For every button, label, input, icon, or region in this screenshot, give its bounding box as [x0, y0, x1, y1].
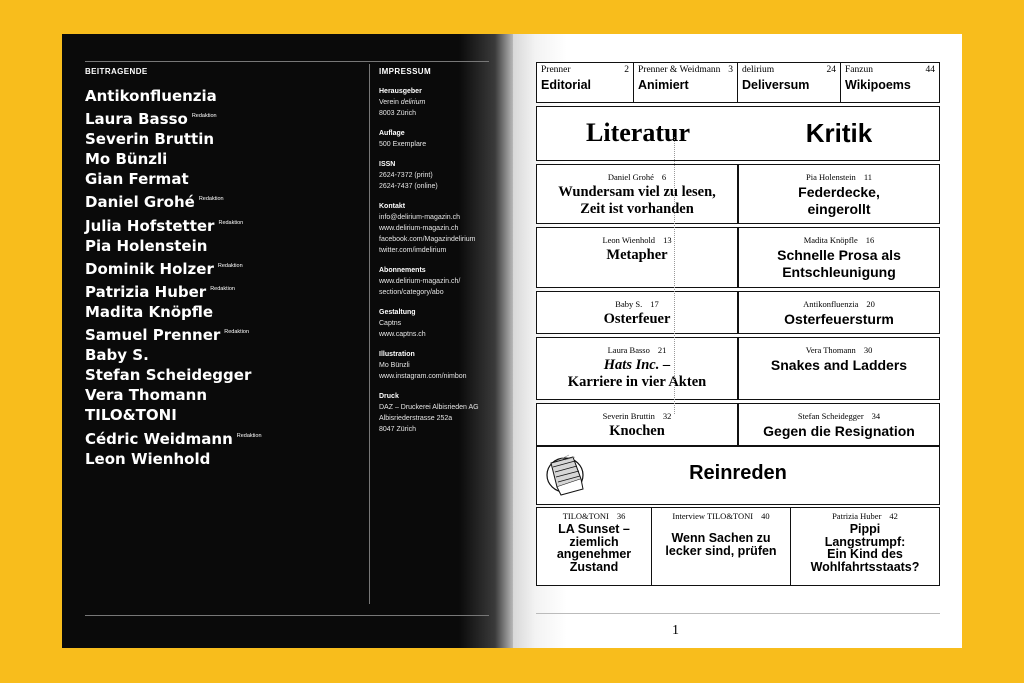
- impressum-line[interactable]: [379, 223, 509, 234]
- entry-byline: [537, 235, 737, 245]
- entry-title: Gegen die Resignation: [763, 423, 915, 439]
- entry-title-line: angenehmer: [556, 547, 632, 561]
- contributor-name: [85, 385, 262, 405]
- toc-title: Animiert: [638, 78, 689, 92]
- impressum-line: [379, 139, 509, 150]
- entry-author: Vera Thomann: [805, 345, 856, 355]
- contributors-list: [85, 86, 262, 469]
- redaktion-tag: Redaktion: [198, 196, 224, 203]
- entry-byline: [537, 172, 737, 182]
- impressum-line: [379, 413, 509, 424]
- entry-title-line: ziemlich: [569, 534, 619, 549]
- impressum-heading: Abonnements: [379, 267, 426, 274]
- contributor-name: [85, 345, 262, 365]
- toc-author: Prenner & Weidmann: [638, 65, 721, 75]
- contributor-label: Mo Bünzli: [85, 150, 168, 169]
- entry-author: Interview TILO&TONI: [672, 511, 754, 521]
- contributor-label: Gian Fermat: [85, 170, 189, 189]
- column-divider: [369, 64, 370, 604]
- entry-author: Antikonfluenzia: [803, 299, 859, 309]
- magazine-spread: [62, 34, 962, 648]
- impressum-line[interactable]: [379, 234, 509, 245]
- impressum-line: [379, 318, 509, 329]
- impressum-heading: Auflage: [379, 130, 405, 137]
- impressum-heading: Illustration: [379, 351, 415, 358]
- literatur-entry[interactable]: [536, 291, 738, 334]
- toc-author: delirium: [742, 65, 775, 75]
- literatur-entry[interactable]: [536, 164, 738, 224]
- impressum-line-text: www.captns.ch: [379, 331, 426, 338]
- redaktion-tag: Redaktion: [217, 262, 243, 269]
- reinreden-row: [536, 507, 940, 586]
- toc-title: Deliversum: [742, 78, 810, 92]
- reinreden-entry[interactable]: [652, 508, 791, 585]
- impressum-line[interactable]: [379, 329, 509, 340]
- impressum-line-text: 2624-7437 (online): [379, 183, 438, 190]
- literatur-entry[interactable]: [536, 337, 738, 400]
- impressum-heading: Herausgeber: [379, 88, 422, 95]
- impressum-line-text: Mo Bünzli: [379, 362, 410, 369]
- contributor-name: [85, 405, 262, 425]
- entry-byline: [537, 511, 651, 521]
- contributor-name: [85, 279, 262, 302]
- entry-author: Laura Basso: [607, 345, 650, 355]
- toc-entry[interactable]: [537, 63, 634, 103]
- column-dotted-divider: [674, 137, 675, 414]
- entry-byline: [537, 345, 737, 355]
- contributor-label: Pia Holenstein: [85, 236, 208, 255]
- entry-page: 17: [650, 299, 659, 309]
- kritik-entry[interactable]: [738, 337, 940, 400]
- impressum-block: [379, 307, 509, 340]
- entry-author: Leon Wienhold: [602, 235, 656, 245]
- section-title-literatur: Literatur: [586, 118, 690, 147]
- impressum-line-text: www.delirium-magazin.ch: [379, 225, 459, 232]
- impressum-block: [379, 201, 509, 256]
- entry-title: Osterfeuersturm: [784, 311, 894, 327]
- impressum-heading: ISSN: [379, 161, 396, 168]
- impressum-line-text: 2624-7372 (print): [379, 172, 433, 179]
- contributors-heading: BEITRAGENDE: [85, 67, 148, 76]
- entry-title: Zeit ist vorhanden: [580, 201, 694, 217]
- impressum-line: [379, 97, 509, 108]
- entry-title: Entschleunigung: [782, 264, 896, 280]
- impressum-line-text: www.delirium-magazin.ch/: [379, 278, 461, 285]
- entry-page: 20: [866, 299, 875, 309]
- contributor-name: [85, 149, 262, 169]
- contributor-label: Samuel Prenner: [85, 326, 221, 345]
- impressum-block: [379, 391, 509, 435]
- entry-byline: [739, 172, 939, 182]
- contributor-name: [85, 236, 262, 256]
- entry-author: Madita Knöpfle: [803, 235, 858, 245]
- toc-title: Editorial: [541, 78, 592, 92]
- toc-entry[interactable]: [634, 63, 738, 103]
- contributor-name: [85, 322, 262, 345]
- entry-page: 34: [871, 411, 881, 421]
- literatur-entry[interactable]: [536, 403, 738, 446]
- entry-title-line: LA Sunset –: [558, 522, 630, 536]
- contributor-name: [85, 302, 262, 322]
- redaktion-tag: Redaktion: [224, 329, 250, 336]
- entry-page: 32: [662, 411, 672, 421]
- impressum-line-text: section/category/abo: [379, 289, 444, 296]
- contributor-label: TILO&TONI: [85, 406, 177, 425]
- top-rule: [85, 61, 489, 62]
- entry-page: 21: [657, 345, 667, 355]
- entry-page: 40: [761, 511, 770, 521]
- contributor-label: Leon Wienhold: [85, 449, 211, 468]
- toc-page: 24: [826, 65, 836, 75]
- entry-title: Hats Inc. –: [603, 357, 671, 373]
- entry-title: Karriere in vier Akten: [567, 374, 707, 390]
- top-toc-row: [536, 62, 940, 103]
- redaktion-tag: Redaktion: [218, 219, 244, 226]
- impressum-line-text: Captns: [379, 320, 402, 327]
- entry-title: Knochen: [609, 423, 665, 439]
- entry-title-line: Zustand: [569, 559, 619, 574]
- contributor-name: [85, 86, 262, 106]
- entry-author: Severin Bruttin: [602, 411, 655, 421]
- contributor-name: [85, 106, 262, 129]
- entry-page: 6: [661, 172, 667, 182]
- entry-title: eingerollt: [807, 201, 871, 217]
- impressum-line-text: www.instagram.com/nimbon: [379, 373, 467, 380]
- kritik-entry[interactable]: [738, 227, 940, 288]
- impressum-heading: Kontakt: [379, 203, 406, 210]
- section-title-kritik: Kritik: [805, 118, 873, 148]
- section-title-reinreden: Reinreden: [689, 462, 787, 484]
- toc-page: 2: [624, 65, 629, 75]
- impressum-line: [379, 181, 509, 192]
- literatur-header-box: [536, 106, 738, 161]
- entry-page: 42: [889, 511, 898, 521]
- contributor-label: Antikonfluenzia: [85, 87, 217, 105]
- right-page: [513, 34, 962, 648]
- impressum-line-text: twitter.com/imdelirium: [379, 247, 447, 254]
- literatur-entry[interactable]: [536, 227, 738, 288]
- reinreden-entry[interactable]: [537, 508, 652, 585]
- entry-byline: [739, 345, 939, 355]
- entry-title-line: Wenn Sachen zu: [671, 531, 771, 545]
- footer-rule: [536, 613, 940, 614]
- impressum-line: [379, 108, 509, 119]
- entry-author: Pia Holenstein: [805, 172, 856, 182]
- impressum-heading: IMPRESSUM: [379, 67, 432, 76]
- toc-page: 44: [925, 65, 935, 75]
- entry-title: Snakes and Ladders: [770, 357, 908, 373]
- toc-author: Prenner: [541, 65, 571, 75]
- entry-byline: [791, 511, 939, 521]
- impressum-line-text: Albisriederstrasse 252a: [379, 415, 453, 422]
- entry-author: Baby S.: [615, 299, 643, 309]
- impressum-line-text: Verein: [379, 99, 401, 106]
- contributor-name: [85, 449, 262, 469]
- toc-entry[interactable]: [841, 63, 939, 103]
- impressum-line-text: 500 Exemplare: [379, 141, 427, 148]
- entry-title-line: Pippi: [849, 522, 881, 536]
- contributor-label: Daniel Grohé: [85, 193, 195, 212]
- contributor-label: Madita Knöpfle: [85, 302, 214, 321]
- toc-title: Wikipoems: [845, 78, 911, 92]
- contributor-label: Julia Hofstetter: [85, 216, 215, 235]
- contributor-name: [85, 189, 262, 212]
- impressum-heading: Gestaltung: [379, 309, 416, 316]
- impressum-heading: Druck: [379, 393, 399, 400]
- impressum-line[interactable]: [379, 276, 509, 287]
- left-page: [62, 34, 513, 648]
- impressum-list: [379, 86, 509, 444]
- contributor-name: [85, 426, 262, 449]
- impressum-line: [379, 424, 509, 435]
- kritik-entry[interactable]: [738, 403, 940, 446]
- page-number: 1: [672, 623, 679, 638]
- reinreden-header-box: [536, 446, 940, 505]
- entry-page: 16: [865, 235, 875, 245]
- impressum-italic: delirium: [400, 99, 426, 106]
- contributor-label: Severin Bruttin: [85, 130, 215, 149]
- entry-title-line: Wohlfahrtsstaats?: [810, 559, 920, 574]
- entry-page: 11: [863, 172, 872, 182]
- entry-title-line: lecker sind, prüfen: [665, 543, 777, 558]
- impressum-line-text: facebook.com/Magazindelirium: [379, 236, 476, 243]
- impressum-block: [379, 265, 509, 298]
- entry-title: Wundersam viel zu lesen,: [558, 184, 716, 200]
- impressum-line[interactable]: [379, 245, 509, 256]
- reinreden-entry[interactable]: [791, 508, 939, 585]
- contributor-name: [85, 129, 262, 149]
- entry-byline: [537, 411, 737, 421]
- contributor-label: Stefan Scheidegger: [85, 366, 252, 385]
- impressum-block: [379, 159, 509, 192]
- impressum-block: [379, 86, 509, 119]
- contributor-name: [85, 365, 262, 385]
- entry-page: 13: [663, 235, 672, 245]
- entry-author: TILO&TONI: [562, 511, 609, 521]
- contributor-label: Cédric Weidmann: [85, 429, 233, 448]
- toc-author: Fanzun: [845, 65, 873, 75]
- impressum-line: [379, 170, 509, 181]
- impressum-line: [379, 402, 509, 413]
- entry-title: Metapher: [606, 247, 668, 263]
- impressum-line: [379, 287, 509, 298]
- entry-byline: [652, 511, 790, 521]
- redaktion-tag: Redaktion: [236, 432, 262, 439]
- impressum-line-text: 8003 Zürich: [379, 110, 416, 117]
- bottom-rule: [85, 615, 489, 616]
- entry-author: Stefan Scheidegger: [797, 411, 864, 421]
- kritik-entry[interactable]: [738, 291, 940, 334]
- contributor-label: Vera Thomann: [85, 386, 208, 405]
- contributor-name: [85, 256, 262, 279]
- redaktion-tag: Redaktion: [210, 285, 235, 292]
- kritik-entry[interactable]: [738, 164, 940, 224]
- entry-page: 30: [863, 345, 873, 355]
- entry-title: Schnelle Prosa als: [777, 247, 901, 263]
- impressum-line[interactable]: [379, 371, 509, 382]
- contributor-label: Baby S.: [85, 346, 149, 365]
- entry-byline: [739, 411, 939, 421]
- impressum-line[interactable]: [379, 212, 509, 223]
- contributor-label: Patrizia Huber: [85, 282, 207, 301]
- entry-title: Osterfeuer: [603, 311, 671, 327]
- contributor-label: Laura Basso: [85, 110, 188, 129]
- entry-byline: [739, 235, 939, 245]
- toc-page: 3: [728, 65, 733, 75]
- toc-entry[interactable]: [738, 63, 841, 103]
- impressum-line: [379, 360, 509, 371]
- impressum-line-text: info@delirium-magazin.ch: [379, 214, 461, 221]
- contributor-name: [85, 213, 262, 236]
- impressum-block: [379, 128, 509, 150]
- entry-byline: [739, 299, 939, 309]
- entry-title-line: Langstrumpf:: [824, 534, 906, 549]
- kritik-header-box: [738, 106, 940, 161]
- contributor-name: [85, 169, 262, 189]
- impressum-line-text: DAZ – Druckerei Albisrieden AG: [379, 404, 479, 411]
- entry-title: Federdecke,: [798, 184, 880, 200]
- impressum-block: [379, 349, 509, 382]
- entry-title-line: Ein Kind des: [827, 547, 903, 561]
- entry-byline: [537, 299, 737, 309]
- impressum-line-text: 8047 Zürich: [379, 426, 416, 433]
- entry-page: 36: [616, 511, 626, 521]
- contributor-label: Dominik Holzer: [85, 259, 214, 278]
- entry-author: Patrizia Huber: [832, 511, 882, 521]
- entry-author: Daniel Grohé: [607, 172, 654, 182]
- redaktion-tag: Redaktion: [191, 113, 217, 120]
